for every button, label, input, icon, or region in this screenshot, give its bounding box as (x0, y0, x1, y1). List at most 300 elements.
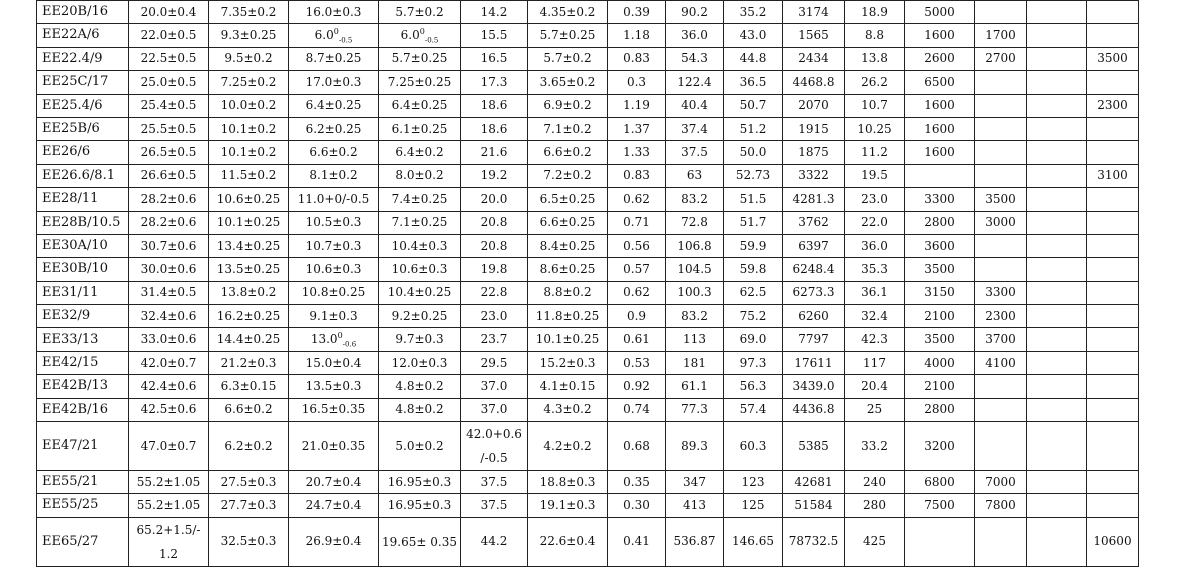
table-cell (783, 471, 845, 494)
cell-text: 4436.8 (792, 402, 835, 417)
cell-text: 425 (863, 534, 886, 549)
table-cell (1087, 494, 1139, 517)
table-cell (666, 117, 724, 140)
table-row (37, 494, 1139, 517)
table-cell (379, 398, 461, 421)
table-cell (724, 1, 783, 24)
cell-text: 2434 (798, 51, 829, 66)
table-cell (129, 94, 209, 117)
table-cell (666, 351, 724, 374)
cell-text: 51.7 (739, 215, 767, 230)
cell-text: 40.4 (681, 98, 708, 113)
table-cell (129, 422, 209, 471)
table-cell (666, 258, 724, 281)
cell-text: 9.3±0.25 (220, 28, 277, 43)
table-cell (845, 328, 905, 351)
cell-text: 32.4±0.6 (140, 308, 197, 323)
table-cell (905, 94, 975, 117)
cell-text: 55.2±1.05 (136, 474, 201, 489)
cell-text: 6.6±0.2 (543, 145, 592, 160)
table-row (37, 517, 1139, 566)
table-cell (783, 281, 845, 304)
cell-text: 23.0 (480, 308, 508, 323)
table-cell (724, 117, 783, 140)
cell-text: EE28/11 (42, 191, 99, 207)
table-cell (209, 211, 289, 234)
table-cell (1027, 258, 1087, 281)
cell-text: 18.8±0.3 (539, 474, 596, 489)
table-cell (209, 188, 289, 211)
cell-text: EE65/27 (42, 533, 99, 549)
table-cell (289, 117, 379, 140)
table-cell (666, 141, 724, 164)
cell-text: 42.4±0.6 (140, 378, 197, 393)
table-cell (1027, 375, 1087, 398)
cell-text: 5.7±0.2 (543, 51, 592, 66)
table-cell (209, 375, 289, 398)
table-cell (724, 398, 783, 421)
table-cell (209, 281, 289, 304)
table-cell (129, 47, 209, 70)
table-cell (608, 1, 666, 24)
cell-text: 6.6±0.25 (539, 215, 596, 230)
cell-text: 2800 (924, 215, 955, 230)
table-cell (1027, 141, 1087, 164)
table-cell (905, 328, 975, 351)
table-cell (975, 24, 1027, 47)
table-cell (666, 422, 724, 471)
cell-text: 7.25±0.25 (387, 74, 452, 89)
table-cell (209, 117, 289, 140)
table-cell (528, 164, 608, 187)
cell-text: 7800 (985, 498, 1016, 513)
table-cell (129, 141, 209, 164)
cell-text: 3300 (985, 285, 1016, 300)
table-cell (528, 1, 608, 24)
table-cell (209, 71, 289, 94)
table-cell (905, 305, 975, 328)
table-cell (845, 517, 905, 566)
table-cell (905, 164, 975, 187)
table-cell (608, 234, 666, 257)
table-cell (783, 1, 845, 24)
cell-text: 11.2 (861, 145, 888, 160)
table-cell (1027, 305, 1087, 328)
cell-text: 0.83 (623, 168, 650, 183)
table-cell (129, 398, 209, 421)
cell-text: 1.19 (623, 98, 650, 113)
cell-text: 8.7±0.25 (305, 51, 362, 66)
cell-text: 20.4 (861, 378, 888, 393)
cell-text: 14.2 (480, 4, 508, 19)
table-cell (905, 471, 975, 494)
cell-text: 35.2 (739, 4, 767, 19)
table-cell (975, 141, 1027, 164)
cell-text: 17.3 (480, 74, 508, 89)
cell-text: 25.4±0.5 (140, 98, 197, 113)
table-cell (666, 517, 724, 566)
table-cell (379, 24, 461, 47)
cell-text: 10.8±0.25 (301, 285, 366, 300)
cell-text: 0.41 (623, 534, 650, 549)
table-cell (724, 71, 783, 94)
table-cell (608, 517, 666, 566)
table-cell (783, 71, 845, 94)
cell-text: 3500 (1097, 51, 1128, 66)
table-cell (608, 398, 666, 421)
cell-text: 57.4 (739, 402, 767, 417)
table-cell (461, 422, 528, 471)
cell-text: 10.7±0.3 (305, 238, 362, 253)
table-cell (129, 164, 209, 187)
table-cell (209, 164, 289, 187)
table-cell (905, 47, 975, 70)
cell-text: 0.39 (623, 4, 650, 19)
cell-text: 6397 (798, 238, 829, 253)
table-cell (461, 234, 528, 257)
table-cell (1027, 422, 1087, 471)
table-cell (975, 398, 1027, 421)
cell-text: 7.35±0.2 (220, 4, 277, 19)
cell-text: 113 (683, 332, 706, 347)
table-cell (379, 471, 461, 494)
cell-text: 2700 (985, 51, 1016, 66)
cell-text: 10600 (1093, 534, 1132, 549)
cell-text: 15.0±0.4 (305, 355, 362, 370)
table-cell (461, 517, 528, 566)
cell-text: 8.0±0.2 (395, 168, 444, 183)
table-cell (461, 94, 528, 117)
table-cell (666, 211, 724, 234)
cell-text: 122.4 (677, 74, 712, 89)
table-cell (905, 258, 975, 281)
table-cell (209, 24, 289, 47)
cell-text: 23.0 (861, 191, 888, 206)
cell-text: 6.2±0.25 (305, 121, 362, 136)
cell-text: 2300 (985, 308, 1016, 323)
cell-text: 6.5±0.25 (539, 191, 596, 206)
core-model-cell (37, 94, 129, 117)
table-cell (528, 24, 608, 47)
cell-text: 240 (863, 474, 886, 489)
cell-text: 50.7 (739, 98, 767, 113)
cell-text: 27.7±0.3 (220, 498, 277, 513)
table-cell (129, 471, 209, 494)
table-row (37, 188, 1139, 211)
cell-text: 6.4±0.2 (395, 145, 444, 160)
cell-text: 4.3±0.2 (543, 402, 592, 417)
table-row (37, 1, 1139, 24)
cell-text: 10.25 (857, 121, 892, 136)
cell-text: 6.6±0.2 (309, 145, 358, 160)
cell-text: EE55/21 (42, 474, 99, 490)
cell-text: 16.5 (480, 51, 508, 66)
table-cell (1087, 258, 1139, 281)
cell-text: 2800 (924, 402, 955, 417)
cell-text: 4.8±0.2 (395, 378, 444, 393)
table-cell (1087, 94, 1139, 117)
table-cell (783, 211, 845, 234)
cell-text: 181 (683, 355, 706, 370)
table-cell (783, 328, 845, 351)
table-cell (461, 305, 528, 328)
cell-text: 104.5 (677, 261, 712, 276)
core-model-cell (37, 375, 129, 398)
cell-text: 347 (683, 474, 706, 489)
table-cell (289, 94, 379, 117)
table-cell (528, 422, 608, 471)
table-cell (379, 47, 461, 70)
table-cell (461, 24, 528, 47)
table-cell (528, 351, 608, 374)
table-cell (289, 328, 379, 351)
table-cell (289, 47, 379, 70)
cell-text: 4.2±0.2 (543, 438, 592, 453)
table-cell (666, 1, 724, 24)
cell-text: 4.1±0.15 (539, 378, 596, 393)
cell-text: 6.3±0.15 (220, 378, 277, 393)
cell-text: 89.3 (681, 438, 708, 453)
table-cell (379, 375, 461, 398)
cell-text: 12.0±0.3 (391, 355, 448, 370)
table-cell (379, 141, 461, 164)
table-row (37, 471, 1139, 494)
upper-tolerance: 0 (333, 26, 339, 36)
core-model-cell (37, 117, 129, 140)
cell-text: EE32/9 (42, 308, 91, 324)
cell-text: 10.5±0.3 (305, 215, 362, 230)
table-cell (129, 375, 209, 398)
cell-text: 2600 (924, 51, 955, 66)
core-model-cell (37, 24, 129, 47)
table-cell (209, 471, 289, 494)
cell-text: 413 (683, 498, 706, 513)
cell-text: 83.2 (681, 308, 708, 323)
cell-text: 36.0 (681, 28, 708, 43)
table-cell (289, 164, 379, 187)
table-cell (289, 188, 379, 211)
table-cell (129, 1, 209, 24)
table-row (37, 211, 1139, 234)
table-cell (724, 211, 783, 234)
table-cell (783, 94, 845, 117)
cell-text: 10.7 (861, 98, 888, 113)
table-row (37, 234, 1139, 257)
cell-text: 83.2 (681, 191, 708, 206)
table-cell (528, 71, 608, 94)
table-cell (289, 71, 379, 94)
cell-text: 20.0 (480, 191, 508, 206)
cell-text: 36.1 (861, 285, 888, 300)
table-cell (608, 117, 666, 140)
cell-text: 280 (863, 498, 886, 513)
table-cell (608, 24, 666, 47)
cell-text: 37.5 (681, 145, 708, 160)
table-cell (129, 188, 209, 211)
table-cell (666, 234, 724, 257)
table-cell (724, 164, 783, 187)
cell-text: 75.2 (739, 308, 767, 323)
cell-text: 7.1±0.25 (391, 215, 448, 230)
cell-text: 10.1±0.25 (535, 332, 600, 347)
core-model-cell (37, 328, 129, 351)
cell-text: 54.3 (681, 51, 708, 66)
cell-text: 42.3 (861, 332, 888, 347)
table-row (37, 422, 1139, 471)
cell-text: 1700 (985, 28, 1016, 43)
table-cell (379, 422, 461, 471)
cell-text: 13.4±0.25 (216, 238, 281, 253)
table-row (37, 398, 1139, 421)
core-model-cell (37, 47, 129, 70)
cell-text: 29.5 (480, 355, 508, 370)
table-cell (1027, 164, 1087, 187)
table-cell (724, 94, 783, 117)
table-cell (209, 141, 289, 164)
table-cell (1087, 71, 1139, 94)
core-spec-table (36, 0, 1139, 567)
table-cell (461, 188, 528, 211)
table-cell (1027, 281, 1087, 304)
table-cell (975, 517, 1027, 566)
cell-text: 1600 (924, 145, 955, 160)
cell-text: 4468.8 (792, 74, 835, 89)
table-cell (724, 281, 783, 304)
table-cell (724, 517, 783, 566)
table-cell (461, 258, 528, 281)
cell-text: 59.9 (739, 238, 767, 253)
core-model-cell (37, 258, 129, 281)
table-cell (975, 494, 1027, 517)
cell-text: 16.2±0.25 (216, 308, 281, 323)
cell-text: 28.2±0.6 (140, 191, 197, 206)
table-cell (783, 164, 845, 187)
table-cell (1087, 471, 1139, 494)
core-model-cell (37, 141, 129, 164)
cell-text: 25.0±0.5 (140, 74, 197, 89)
table-cell (783, 47, 845, 70)
cell-text: 4100 (985, 355, 1016, 370)
cell-text: 2070 (798, 98, 829, 113)
table-row (37, 328, 1139, 351)
table-cell (379, 328, 461, 351)
cell-text: 44.2 (480, 534, 508, 549)
cell-text: 22.5±0.5 (140, 51, 197, 66)
lower-tolerance: -0.5 (424, 35, 439, 44)
table-cell (905, 24, 975, 47)
table-cell (209, 351, 289, 374)
table-cell (1087, 24, 1139, 47)
table-cell (975, 375, 1027, 398)
table-cell (905, 281, 975, 304)
cell-text: 7.4±0.25 (391, 191, 448, 206)
cell-text: EE30A/10 (42, 237, 108, 253)
table-cell (379, 188, 461, 211)
cell-text: EE28B/10.5 (42, 214, 121, 230)
cell-text: 0.92 (623, 378, 650, 393)
table-cell (528, 281, 608, 304)
cell-text: 22.0±0.5 (140, 28, 197, 43)
table-cell (845, 24, 905, 47)
table-cell (783, 258, 845, 281)
cell-text: 20.7±0.4 (305, 474, 362, 489)
cell-text: 3000 (985, 215, 1016, 230)
table-cell (783, 234, 845, 257)
table-cell (666, 471, 724, 494)
core-model-cell (37, 234, 129, 257)
cell-text: 6.1±0.25 (391, 121, 448, 136)
cell-text: 19.8 (480, 261, 508, 276)
cell-text: 37.0 (480, 402, 508, 417)
table-cell (461, 164, 528, 187)
table-cell (1027, 117, 1087, 140)
cell-text: 65.2+1.5/- 1.2 (136, 522, 201, 561)
cell-text: 42.5±0.6 (140, 402, 197, 417)
cell-text: 69.0 (739, 332, 767, 347)
cell-text: 6273.3 (792, 285, 835, 300)
cell-text: 15.5 (480, 28, 508, 43)
cell-text: EE42B/16 (42, 401, 108, 417)
table-cell (845, 117, 905, 140)
cell-text: 6.4±0.25 (305, 98, 362, 113)
cell-text: 1600 (924, 121, 955, 136)
cell-text: 33.2 (861, 438, 888, 453)
cell-text: 24.7±0.4 (305, 498, 362, 513)
cell-text: 19.1±0.3 (539, 498, 596, 513)
cell-text: 10.4±0.3 (391, 238, 448, 253)
cell-text: 5000 (924, 4, 955, 19)
cell-text: 90.2 (681, 4, 708, 19)
cell-text: EE20B/16 (42, 4, 108, 20)
table-cell (845, 141, 905, 164)
table-cell (975, 281, 1027, 304)
core-model-cell (37, 422, 129, 471)
cell-text: 1875 (798, 145, 829, 160)
cell-text: EE33/13 (42, 331, 99, 347)
table-cell (129, 281, 209, 304)
cell-text: EE55/25 (42, 497, 99, 513)
table-cell (289, 211, 379, 234)
table-cell (975, 258, 1027, 281)
table-cell (975, 305, 1027, 328)
cell-text: 6248.4 (792, 261, 835, 276)
table-cell (666, 71, 724, 94)
table-cell (845, 258, 905, 281)
table-cell (724, 328, 783, 351)
table-cell (528, 258, 608, 281)
table-cell (209, 234, 289, 257)
cell-text: 3500 (924, 332, 955, 347)
table-cell (129, 517, 209, 566)
table-cell (1027, 211, 1087, 234)
cell-text: 1600 (924, 98, 955, 113)
table-cell (608, 141, 666, 164)
cell-text: 44.8 (739, 51, 767, 66)
cell-text: 6.9±0.2 (543, 98, 592, 113)
table-cell (379, 517, 461, 566)
table-cell (461, 494, 528, 517)
cell-text: EE25B/6 (42, 121, 100, 137)
cell-text: 30.7±0.6 (140, 238, 197, 253)
table-cell (845, 1, 905, 24)
cell-text: 78732.5 (788, 534, 839, 549)
table-cell (1087, 1, 1139, 24)
table-cell (845, 188, 905, 211)
table-cell (528, 398, 608, 421)
cell-text: 37.5 (480, 474, 508, 489)
core-model-cell (37, 351, 129, 374)
table-row (37, 375, 1139, 398)
